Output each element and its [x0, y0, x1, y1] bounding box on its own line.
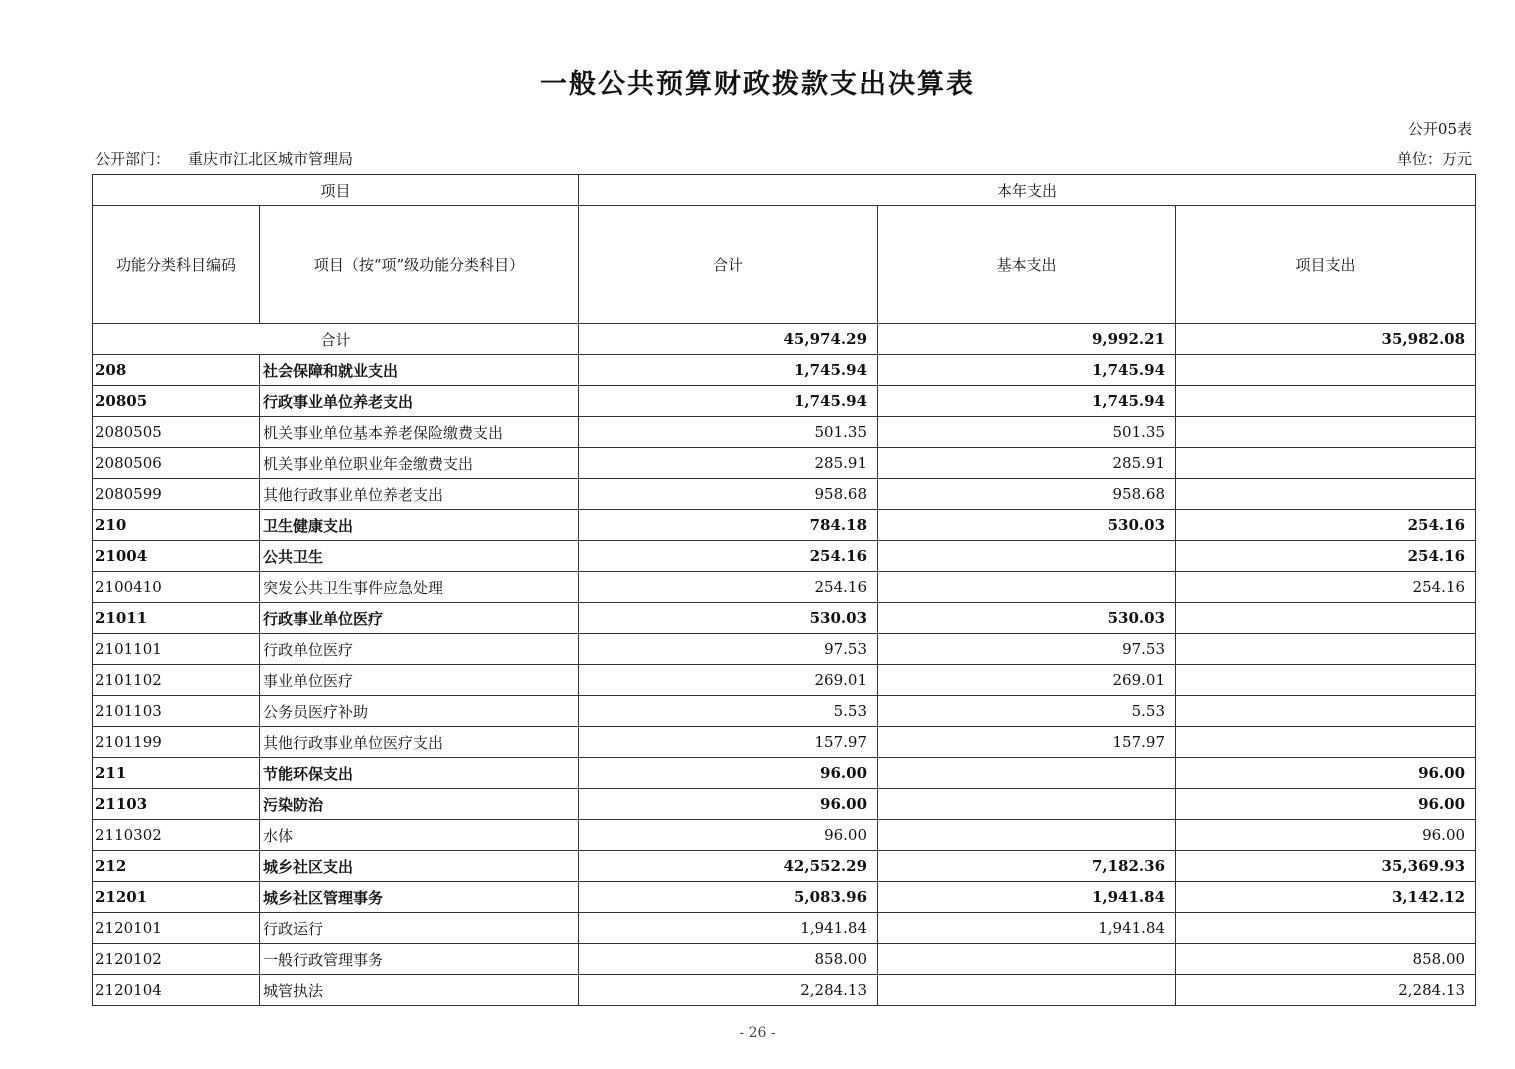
row-total: 42,552.29 — [579, 851, 878, 882]
row-name: 行政运行 — [260, 913, 579, 944]
row-code: 2080505 — [93, 417, 260, 448]
row-basic — [878, 758, 1176, 789]
row-name: 城乡社区管理事务 — [260, 882, 579, 913]
row-basic: 5.53 — [878, 696, 1176, 727]
row-basic: 269.01 — [878, 665, 1176, 696]
table-row — [93, 944, 1476, 975]
row-project — [1176, 696, 1476, 727]
table-row — [93, 727, 1476, 758]
row-project — [1176, 417, 1476, 448]
row-name: 行政事业单位养老支出 — [260, 386, 579, 417]
row-total: 5,083.96 — [579, 882, 878, 913]
row-basic: 7,182.36 — [878, 851, 1176, 882]
row-total: 858.00 — [579, 944, 878, 975]
row-name: 事业单位医疗 — [260, 665, 579, 696]
table-row — [93, 479, 1476, 510]
row-project — [1176, 603, 1476, 634]
table-row — [93, 882, 1476, 913]
row-basic — [878, 975, 1176, 1006]
table-row — [93, 758, 1476, 789]
row-total: 501.35 — [579, 417, 878, 448]
row-name: 行政单位医疗 — [260, 634, 579, 665]
table-row — [93, 355, 1476, 386]
row-basic — [878, 541, 1176, 572]
row-basic: 1,941.84 — [878, 882, 1176, 913]
row-name: 公共卫生 — [260, 541, 579, 572]
row-project — [1176, 355, 1476, 386]
row-code: 21004 — [93, 541, 260, 572]
row-project — [1176, 727, 1476, 758]
row-project: 858.00 — [1176, 944, 1476, 975]
header-current-year: 本年支出 — [579, 175, 1476, 206]
department-line — [95, 148, 371, 169]
page-number: - 26 - — [739, 1025, 776, 1041]
total-basic: 9,992.21 — [878, 324, 1176, 355]
table-row — [93, 417, 1476, 448]
row-project: 254.16 — [1176, 572, 1476, 603]
table-row — [93, 572, 1476, 603]
row-project: 254.16 — [1176, 510, 1476, 541]
row-code: 2120101 — [93, 913, 260, 944]
row-code: 21011 — [93, 603, 260, 634]
row-name: 城乡社区支出 — [260, 851, 579, 882]
row-code: 2080599 — [93, 479, 260, 510]
table-row — [93, 603, 1476, 634]
row-basic — [878, 820, 1176, 851]
row-project: 2,284.13 — [1176, 975, 1476, 1006]
total-project: 35,982.08 — [1176, 324, 1476, 355]
row-name: 公务员医疗补助 — [260, 696, 579, 727]
row-code: 2101199 — [93, 727, 260, 758]
table-row — [93, 820, 1476, 851]
row-name: 水体 — [260, 820, 579, 851]
table-row — [93, 510, 1476, 541]
row-name: 其他行政事业单位医疗支出 — [260, 727, 579, 758]
row-basic: 1,941.84 — [878, 913, 1176, 944]
row-total: 254.16 — [579, 572, 878, 603]
row-name: 卫生健康支出 — [260, 510, 579, 541]
form-number: 公开05表 — [1407, 120, 1472, 138]
row-total: 96.00 — [579, 820, 878, 851]
row-code: 20805 — [93, 386, 260, 417]
row-name: 机关事业单位基本养老保险缴费支出 — [260, 417, 579, 448]
row-total: 530.03 — [579, 603, 878, 634]
table-row — [93, 665, 1476, 696]
row-name: 污染防治 — [260, 789, 579, 820]
row-basic: 97.53 — [878, 634, 1176, 665]
row-code: 208 — [93, 355, 260, 386]
row-name: 机关事业单位职业年金缴费支出 — [260, 448, 579, 479]
row-code: 2101103 — [93, 696, 260, 727]
row-project: 96.00 — [1176, 758, 1476, 789]
row-name: 节能环保支出 — [260, 758, 579, 789]
row-project: 96.00 — [1176, 789, 1476, 820]
row-project — [1176, 913, 1476, 944]
row-total: 784.18 — [579, 510, 878, 541]
row-total: 1,941.84 — [579, 913, 878, 944]
row-name: 社会保障和就业支出 — [260, 355, 579, 386]
table-row — [93, 448, 1476, 479]
row-code: 211 — [93, 758, 260, 789]
table-row — [93, 696, 1476, 727]
row-total: 1,745.94 — [579, 386, 878, 417]
row-total: 96.00 — [579, 789, 878, 820]
row-code: 2101102 — [93, 665, 260, 696]
row-project — [1176, 479, 1476, 510]
header-basic: 基本支出 — [878, 206, 1176, 324]
row-project — [1176, 634, 1476, 665]
department-name: 重庆市江北区城市管理局 — [188, 150, 354, 168]
row-name: 城管执法 — [260, 975, 579, 1006]
row-project: 254.16 — [1176, 541, 1476, 572]
header-project: 项目支出 — [1176, 206, 1476, 324]
row-code: 212 — [93, 851, 260, 882]
row-basic: 285.91 — [878, 448, 1176, 479]
header-item: 项目 — [93, 175, 579, 206]
row-basic: 157.97 — [878, 727, 1176, 758]
row-basic: 1,745.94 — [878, 386, 1176, 417]
row-code: 2120102 — [93, 944, 260, 975]
row-total: 97.53 — [579, 634, 878, 665]
row-total: 254.16 — [579, 541, 878, 572]
expenditure-table — [92, 174, 1476, 1006]
header-total: 合计 — [579, 206, 878, 324]
row-code: 21201 — [93, 882, 260, 913]
total-sum: 45,974.29 — [579, 324, 878, 355]
row-code: 2110302 — [93, 820, 260, 851]
row-total: 958.68 — [579, 479, 878, 510]
row-code: 2101101 — [93, 634, 260, 665]
total-label: 合计 — [93, 324, 579, 355]
row-basic: 530.03 — [878, 510, 1176, 541]
row-project: 35,369.93 — [1176, 851, 1476, 882]
row-code: 21103 — [93, 789, 260, 820]
row-basic: 958.68 — [878, 479, 1176, 510]
header-name: 项目（按“项”级功能分类科目） — [260, 206, 579, 324]
row-code: 2080506 — [93, 448, 260, 479]
unit-label: 单位：万元 — [1396, 150, 1472, 168]
row-basic: 530.03 — [878, 603, 1176, 634]
table-row — [93, 789, 1476, 820]
row-project: 96.00 — [1176, 820, 1476, 851]
table-row — [93, 851, 1476, 882]
row-code: 2100410 — [93, 572, 260, 603]
row-total: 157.97 — [579, 727, 878, 758]
row-name: 行政事业单位医疗 — [260, 603, 579, 634]
row-name: 一般行政管理事务 — [260, 944, 579, 975]
table-row — [93, 386, 1476, 417]
page-title: 一般公共预算财政拨款支出决算表 — [540, 69, 975, 100]
row-name: 突发公共卫生事件应急处理 — [260, 572, 579, 603]
row-basic — [878, 572, 1176, 603]
row-total: 1,745.94 — [579, 355, 878, 386]
row-project — [1176, 386, 1476, 417]
row-total: 96.00 — [579, 758, 878, 789]
table-row — [93, 975, 1476, 1006]
row-basic — [878, 789, 1176, 820]
row-code: 2120104 — [93, 975, 260, 1006]
row-total: 2,284.13 — [579, 975, 878, 1006]
row-name: 其他行政事业单位养老支出 — [260, 479, 579, 510]
row-basic — [878, 944, 1176, 975]
row-project: 3,142.12 — [1176, 882, 1476, 913]
row-total: 5.53 — [579, 696, 878, 727]
row-project — [1176, 448, 1476, 479]
table-row — [93, 913, 1476, 944]
department-label: 公开部门： — [95, 150, 171, 168]
row-total: 285.91 — [579, 448, 878, 479]
row-basic: 501.35 — [878, 417, 1176, 448]
table-row — [93, 541, 1476, 572]
row-total: 269.01 — [579, 665, 878, 696]
table-row — [93, 634, 1476, 665]
row-basic: 1,745.94 — [878, 355, 1176, 386]
header-code: 功能分类科目编码 — [93, 206, 260, 324]
row-code: 210 — [93, 510, 260, 541]
row-project — [1176, 665, 1476, 696]
total-row — [93, 324, 1476, 355]
